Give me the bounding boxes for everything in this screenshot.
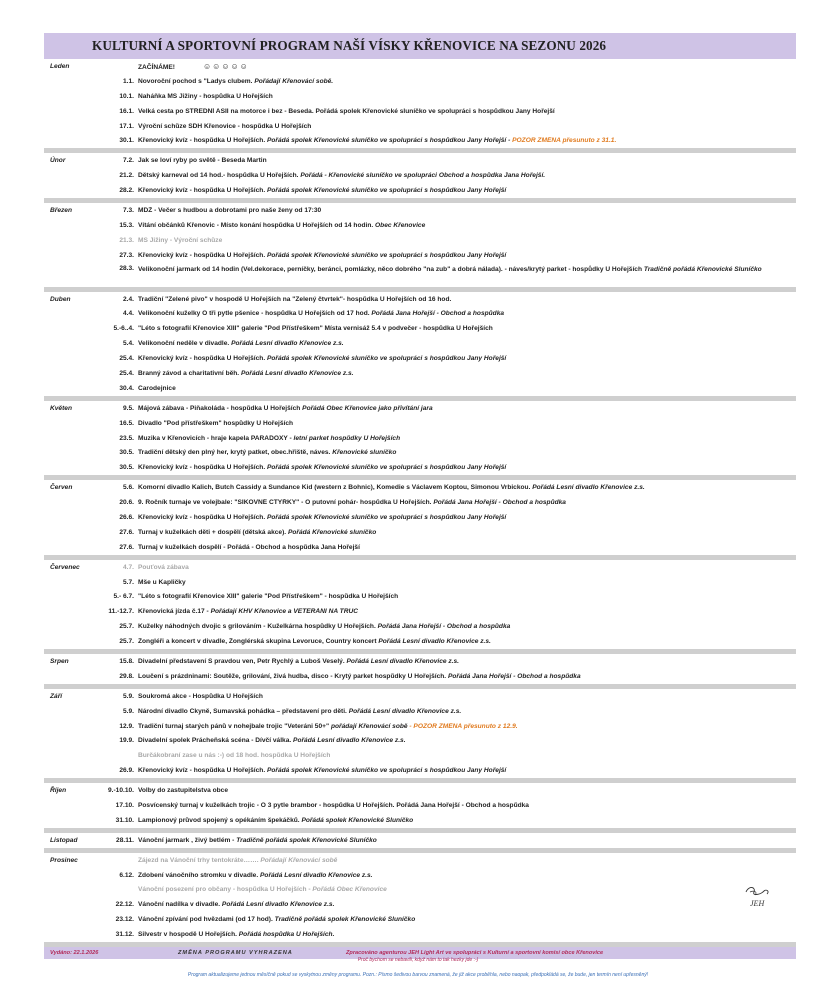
month-name: Březen [50,206,72,214]
event-text-part: Pořádá Jana Hořejší - Obchod a hospůdka [433,499,566,507]
event-text-part: Vánoční jarmark , živý betlém - [138,836,237,844]
event-text [138,464,796,471]
event-text [138,514,796,521]
month-section [44,153,796,203]
event-row [44,183,796,198]
event-text [138,544,796,551]
event-text-part: "Léto s fotografií Křenovice XIII" galerie "Pod Přístřeškem" Místa vernisáž 5.4 v podvečer - hospůdka U Hořejších [138,325,493,333]
event-text-part: Velikonoční jarmark od 14 hodin (Vel.dekorace, perníčky, beránci, pomlázky, něco dobrého "na zub" a dobrá nálada). - náves/krytý parket - hospůdky U Hořejších [138,265,644,273]
event-row [44,133,796,148]
event-text-part: 9. Ročník turnaje ve volejbale: "ŠIKOVNÉ ČTYŘKY" - O putovní pohár- hospůdka U Hořejších. [138,499,434,507]
event-text-part: Vánoční zpívání pod hvězdami (od 17 hod). [138,916,275,924]
page-title-text: KULTURNÍ A SPORTOVNÍ PROGRAM NAŠÍ VÍSKY KŘENOVICE NA SEZONU 2026 [92,38,607,53]
event-text-part: Komorní divadlo Kalich, Butch Cassidy a Sundance Kid (western z Bohnic), Komedie s Václavem Koptou, Simonou Vrbickou. [138,484,533,492]
event-text [138,658,796,665]
event-date: 30.1. [119,137,134,145]
event-text [138,857,796,864]
event-text-part: Pořádá spolek Křenovické sluníčko ve spolupráci s hospůdkou Jany Hořejší [266,464,507,472]
month-section [44,59,796,153]
event-date: 9.-10.10. [107,787,134,795]
event-text-part: Dětský karneval od 14 hod.- hospůdka U Hořejších. [138,172,301,180]
event-row [44,381,796,396]
event-text-part: Pořádá spolek Křenovické sluníčko ve spolupráci s hospůdkou Jany Hořejší [266,251,507,259]
event-date: 4.7. [123,563,134,571]
event-row [44,604,796,619]
event-text-part: Lampionový průvod spojený s opékáním špekáčků. [138,816,302,824]
event-row [44,912,796,927]
event-row [44,336,796,351]
event-date: 5.9. [123,692,134,700]
event-text [138,325,796,332]
update-note: Program aktualizujeme jednou měsíčně pokud se vyskytnou změny programu. Pozn.: Písmo šedivou barvou znamená, že již akce proběhla, nebo naopak, předpokládá se, že bude, jen termín není upřesněný! [187,972,649,978]
event-text [138,108,796,115]
event-text-part: Čarodejnice [138,384,176,392]
month-name: Červenec [50,563,80,571]
event-date: 28.3. [119,264,134,272]
month-name: Prosinec [50,856,78,864]
event-text-part: Pořádá Obec Křenovice [312,886,387,894]
event-text-part: Pořádá spolek Křenovické sluníčko ve spolupráci s hospůdkou Jany Hořejší [266,355,507,363]
event-row [44,351,796,366]
event-text-part: Posvícenský turnaj v kuželkách trojic - O 3 pytle brambor - hospůdka U Hořejších. Pořádá Jana Hořejší - Obchod a hospůdka [138,802,529,810]
event-text [138,579,796,586]
event-text [138,916,796,923]
event-text [138,737,796,744]
event-row [44,927,796,942]
event-row [44,783,796,798]
event-row [44,619,796,634]
event-date: 28.11. [116,836,134,844]
event-text [138,787,796,794]
event-row [44,416,796,431]
event-date: 25.7. [119,638,134,646]
event-text [138,901,796,908]
month-section [44,401,796,480]
event-text [138,767,796,774]
event-text [138,420,796,427]
event-row [44,203,796,218]
event-text-part: Tradiční turnaj starých pánů v nohejbale trojic "Veteráni 50+" [138,722,331,730]
event-text-part: Pořádá spolek Křenovické sluníčko ve spolupráci s hospůdkou Jany Hořejší [266,767,507,775]
event-date: 31.12. [115,931,134,939]
event-text-part: Volby do zastupitelstva obce [138,787,229,795]
event-text-part: "Léto s fotografií Křenovice XIII" galerie "Pod Přístřeškem" - hospůdka U Hořejších [138,593,399,601]
event-text-part: Křenovické sluníčko [332,449,397,457]
event-row [44,401,796,416]
event-text-part: - POZOR ZMĚNA přesunuto z 12.9. [407,722,518,730]
event-date: 19.9. [119,737,134,745]
event-text-part: Pořádá Jana Hořejší - Obchod a hospůdka [377,623,511,631]
event-row [44,883,796,898]
event-date: 21.2. [119,172,134,180]
event-text-part: Tradiční "Zelené pivo" v hospodě U Hořejších na "Zelený čtvrtek"- hospůdka U Hořejších od 16 hod. [138,295,452,303]
event-text-part: Pořádá spolek Křenovické sluníčko ve spolupráci s hospůdkou Jany Hořejší [266,187,507,195]
event-text-part: Novoroční pochod s "Ladys clubem. [138,77,255,85]
event-date: 15.3. [119,221,134,229]
event-date: 5.9. [123,707,134,715]
event-text-part: Pořádá Jana Hořejší - Obchod a hospůdka [371,310,505,318]
event-row [44,868,796,883]
event-date: 26.9. [119,767,134,775]
month-section [44,853,796,947]
month-section [44,654,796,689]
event-text [138,693,796,700]
event-row [44,292,796,307]
event-date: 25.4. [119,369,134,377]
month-name: Říjen [50,787,67,795]
event-date: 1.1. [123,77,134,85]
event-text-part: Velká cesta po STŘEDNÍ ASII na motorce i bez - Beseda. Pořádá spolek Křenovické sluníčko ve spolupráci s hospůdkou Jany Hořejší [138,107,555,115]
event-row [44,168,796,183]
event-row [44,104,796,119]
month-name: Leden [50,62,70,70]
event-text [138,802,796,809]
event-text [138,207,796,214]
event-text [138,78,796,85]
event-text-part: Mše u Kapličky [138,578,186,586]
event-text [138,157,796,164]
event-text-part: Naháňka MS Jižiny - hospůdka U Hořejších [138,92,273,100]
event-text-part: Výroční schůze SDH Křenovice - hospůdka U Hořejších [138,122,312,130]
event-text-part: Turnaj v kuželkách děti + dospělí (dětská akce). [138,528,288,536]
event-date: 2.4. [123,295,134,303]
event-text-part: Vánoční posezení pro občany - hospůdka U Hořejších - [138,886,313,894]
event-text-part: POZOR ZMĚNA přesunuto z 31.1. [512,137,617,145]
event-row [44,119,796,134]
event-text-part: Pořádá spolek Křenovické sluníčko ve spolupráci s hospůdkou Jany Hořejší - [266,137,513,145]
event-text [138,265,796,275]
event-text-part: Pořádají Křenovácí sobě [260,856,338,864]
event-date: 30.5. [119,449,134,457]
event-text-part: Pořádá spolek Křenovické Sluníčko [301,816,414,824]
event-row [44,833,796,848]
event-text [138,340,796,347]
event-text-part: Divadlo "Pod přístřeškem" hospůdky U Hořejších [138,419,294,427]
event-date: 10.1. [119,92,134,100]
event-date: 4.4. [123,310,134,318]
event-text [138,62,796,71]
event-date: 20.6. [119,499,134,507]
month-name: Listopad [50,836,78,844]
event-row [44,89,796,104]
event-row [44,366,796,381]
event-text-part: Turnaj v kuželkách dospělí - Pořádá - Obchod a hospůdka Jana Hořejší [138,543,360,551]
event-date: 30.4. [119,384,134,392]
event-row [44,590,796,605]
event-text-part: Pořádá Lesní divadlo Křenovice z.s. [348,707,462,715]
event-text-part: letní parket hospůdky U Hořejších [293,434,401,442]
month-name: Červen [50,484,73,492]
event-text-part: Pořádá Lesní divadlo Křenovice z.s. [346,658,460,665]
event-text-part: Pořádají Křenovácí sobě. [254,77,334,85]
event-text [138,93,796,100]
event-text-part: Burčákobraní zase u nás :-) od 18 hod. hospůdka U Hořejších [138,752,331,760]
event-text-part: MDŽ - Večer s hudbou a dobrotami pro naše ženy od 17:30 [138,206,322,214]
month-section [44,833,796,853]
event-text [138,529,796,536]
event-text-part: Vítání občánků Křenovic - Místo konání hospůdka U Hořejších od 14 hodin. [138,221,376,229]
event-text [138,137,796,144]
event-date: 17.1. [119,122,134,130]
event-text [138,123,796,130]
event-row [44,669,796,684]
event-row [44,431,796,446]
change-notice: ZMĚNA PROGRAMU VYHRAZENA [178,950,293,957]
event-text-part: Pořádá Lesní divadlo Křenovice z.s. [221,901,335,909]
month-name: Srpen [50,658,69,665]
event-text-part: Obec Křenovice [375,221,426,229]
event-text [138,405,796,412]
event-row [44,798,796,813]
event-row [44,853,796,868]
event-row [44,540,796,555]
event-text-part: Kuželky náhodných dvojic s grilováním - Kuželkárna hospůdky U Hořejších. [138,623,378,631]
event-text [138,623,796,630]
event-text [138,187,796,194]
event-row [44,525,796,540]
event-date: 5.- 6.7. [113,593,134,601]
event-date: 28.2. [119,187,134,195]
event-text [138,310,796,317]
month-name: Duben [50,295,71,303]
event-row [44,575,796,590]
event-text-part: Křenovický kvíz - hospůdka U Hořejších. [138,187,267,195]
event-date: 22.12. [115,901,134,909]
event-date: 6.12. [119,871,134,879]
event-text-part: Křenovický kvíz - hospůdka U Hořejších. [138,355,267,363]
event-row [44,263,796,287]
event-row [44,734,796,749]
event-date: 7.3. [123,206,134,214]
event-date: 15.8. [119,658,134,665]
event-row [44,480,796,495]
event-text-part: Křenovický kvíz - hospůdka U Hořejších. [138,767,267,775]
event-date: 30.5. [119,464,134,472]
event-date: 7.2. [123,157,134,165]
event-text-part: Branný závod a charitativní běh. [138,369,241,377]
event-date: 16.5. [119,419,134,427]
event-row [44,233,796,248]
event-date: 21.3. [119,236,134,244]
event-date: 27.6. [119,543,134,551]
jeh-signature-logo [740,883,774,909]
event-date: 23.5. [119,434,134,442]
month-section [44,560,796,654]
event-text-part: Velikonoční kuželky O tři pytle pšenice - hospůdka U Hořejších od 17 hod. [138,310,372,318]
event-date: 5.6. [123,484,134,492]
event-text [138,449,796,456]
event-row [44,560,796,575]
event-text [138,608,796,615]
event-text [138,435,796,442]
event-row [44,719,796,734]
event-text-part: Pořádají KHV Křenovice a VETERÁNI NA TRUC [210,608,358,616]
event-date: 12.9. [119,722,134,730]
event-text [138,296,796,303]
event-date: 9.5. [123,404,134,412]
event-date: 31.10. [115,816,134,824]
event-date: 25.4. [119,355,134,363]
month-name: Únor [50,157,66,165]
event-date: 11.-12.7. [108,608,134,616]
event-text-part: Silvestr v hospodě U Hořejších. [138,931,239,939]
event-text-part: Tradiční dětský den plný her, krytý patket, obec.hřiště, náves. [138,449,333,457]
event-text-part: Pořádá Lesní divadlo Křenovice z.s. [532,484,645,492]
event-date: 29.8. [119,672,134,680]
program-sheet [44,33,796,959]
event-text [138,370,796,377]
event-text [138,564,796,571]
event-text [138,385,796,392]
event-text [138,593,796,600]
event-row [44,634,796,649]
event-row [44,248,796,263]
event-text-part: Vánoční nadílka v divadle. [138,901,222,909]
event-text-part: Jak se loví ryby po světě - Beseda Martin [138,157,267,165]
event-text [138,252,796,259]
event-text-part: Pořádá Obec Křenovice jako přivítání jara [302,404,433,412]
event-row [44,763,796,778]
event-text-part: Křenovický kvíz - hospůdka U Hořejších. [138,251,267,259]
event-row [44,510,796,525]
issued-date: Vydáno: 22.1.2026 [50,950,99,957]
event-text-part: Tradičně pořádá Křenovické Sluníčko [643,265,762,273]
smiley-faces: ☺☺☺☺☺ [203,61,249,71]
event-row [44,445,796,460]
event-row [44,218,796,233]
month-section [44,292,796,401]
month-name: Květen [50,404,72,412]
event-text [138,708,796,715]
event-text-part: Křenovický kvíz - hospůdka U Hořejších. [138,137,267,145]
event-text-part: Pořádá Lesní divadlo Křenovice z.s. [231,340,344,348]
event-date: 5.7. [123,578,134,586]
event-text [138,673,796,680]
event-row [44,813,796,828]
page-title [44,33,796,59]
event-date: 25.7. [119,623,134,631]
event-text-part: Pořádá Lesní divadlo Křenovice z.s. [240,369,354,377]
event-text [138,886,796,893]
svg-text:JEH: JEH [750,899,765,908]
event-text-part: Pořádá Jana Hořejší - Obchod a hospůdka [447,672,581,680]
event-text-part: Křenovická jízda č.17 - [138,608,211,616]
event-text [138,837,796,844]
event-text-part: Soukromá akce - Hospůdka U Hořejších [138,692,263,700]
event-text-part: MS Jižiny - Výroční schůze [138,236,223,244]
event-text-part: pořádají Křenovácí sobě [330,722,408,730]
event-text-part: Pořádá hospůdka U Hořejších. [238,931,335,939]
event-date: 26.6. [119,513,134,521]
fun-note: Proč bychom se nebavili, když nám to tak hezky jde :-) [357,957,479,963]
event-text-part: Velikonoční neděle v divadle. [138,340,232,348]
event-text-part: Zájezd na Vánoční trhy tentokráte……. [138,856,261,864]
event-row [44,654,796,669]
event-text [138,872,796,879]
event-text-part: Loučení s prázdninami: Soutěže, grilování, živá hudba, disco - Krytý parket hospůdky U Hořejších. [138,672,448,680]
event-date: 16.1. [119,107,134,115]
event-text-part: Křenovický kvíz - hospůdka U Hořejších. [138,464,267,472]
event-row [44,704,796,719]
agency-credit: Zpracováno agenturou JEH Light Art ve spolupráci s Kulturní a sportovní komisí obce Křenovice [346,950,604,957]
event-row [44,460,796,475]
event-date: 5.4. [123,340,134,348]
event-text [138,484,796,491]
event-text [138,222,796,229]
event-row [44,59,796,74]
month-name: Září [50,692,63,700]
event-date: 27.6. [119,528,134,536]
event-row [44,689,796,704]
event-text-part: Pořádá Křenovické sluníčko [287,528,377,536]
event-date: 17.10. [115,802,134,810]
event-row [44,495,796,510]
event-date: 5.-6..4. [113,325,134,333]
event-text-part: Tradičně pořádá spolek Křenovické Sluníčko [274,916,416,924]
event-text-part: ZAČÍNÁME! [138,63,175,71]
event-text-part: Zdobení vánočního stromku v divadle. [138,871,261,879]
event-text [138,638,796,645]
event-text [138,723,796,730]
event-text [138,931,796,938]
event-text-part: Pořádá Lesní divadlo Křenovice z.s. [260,871,373,879]
event-text [138,172,796,179]
month-list [44,59,796,947]
event-text-part: Křenovický kvíz - hospůdka U Hořejších. [138,513,267,521]
event-row [44,74,796,89]
event-text [138,355,796,362]
event-row [44,748,796,763]
month-section [44,480,796,559]
event-text-part: Tradičně pořádá spolek Křenovické Sluníčko [236,836,377,844]
event-text [138,817,796,824]
event-text [138,752,796,759]
event-text-part: Divadelní představení S pravdou ven, Petr Rychlý a Luboš Veselý. [138,658,347,665]
event-text [138,237,796,244]
month-section [44,203,796,292]
event-row [44,153,796,168]
event-row [44,321,796,336]
event-text-part: Národní divadlo Čkyně, Šumavská pohádka – představení pro děti. [138,707,349,715]
event-text-part: Pořádá spolek Křenovické sluníčko ve spolupráci s hospůdkou Jany Hořejší [266,513,507,521]
event-text-part: Pořádá - Křenovické sluníčko ve spolupráci Obchod a hospůdka Jana Hořejší. [300,172,546,180]
event-row [44,897,796,912]
event-text-part: Májová zábava - Piňakoláda - hospůdka U Hořejších [138,404,303,412]
event-text-part: Pořádá Lesní divadlo Křenovice z.s. [293,737,406,745]
event-text [138,499,796,506]
event-text-part: Divadelní spolek Prácheňská scéna - Dívčí válka. [138,737,294,745]
event-text-part: Žongléři a koncert v divadle, Žonglérská skupina Levoruce, Country koncert [138,638,379,646]
month-section [44,689,796,783]
event-text-part: Pouťová zábava [138,563,189,571]
month-section [44,783,796,833]
event-text-part: Pořádá Lesní divadlo Křenovice z.s. [378,638,491,646]
event-date: 23.12. [115,916,134,924]
event-text-part: Muzika v Křenovicích - hraje kapela PARADOXY - [138,434,294,442]
event-date: 27.3. [119,251,134,259]
event-row [44,306,796,321]
